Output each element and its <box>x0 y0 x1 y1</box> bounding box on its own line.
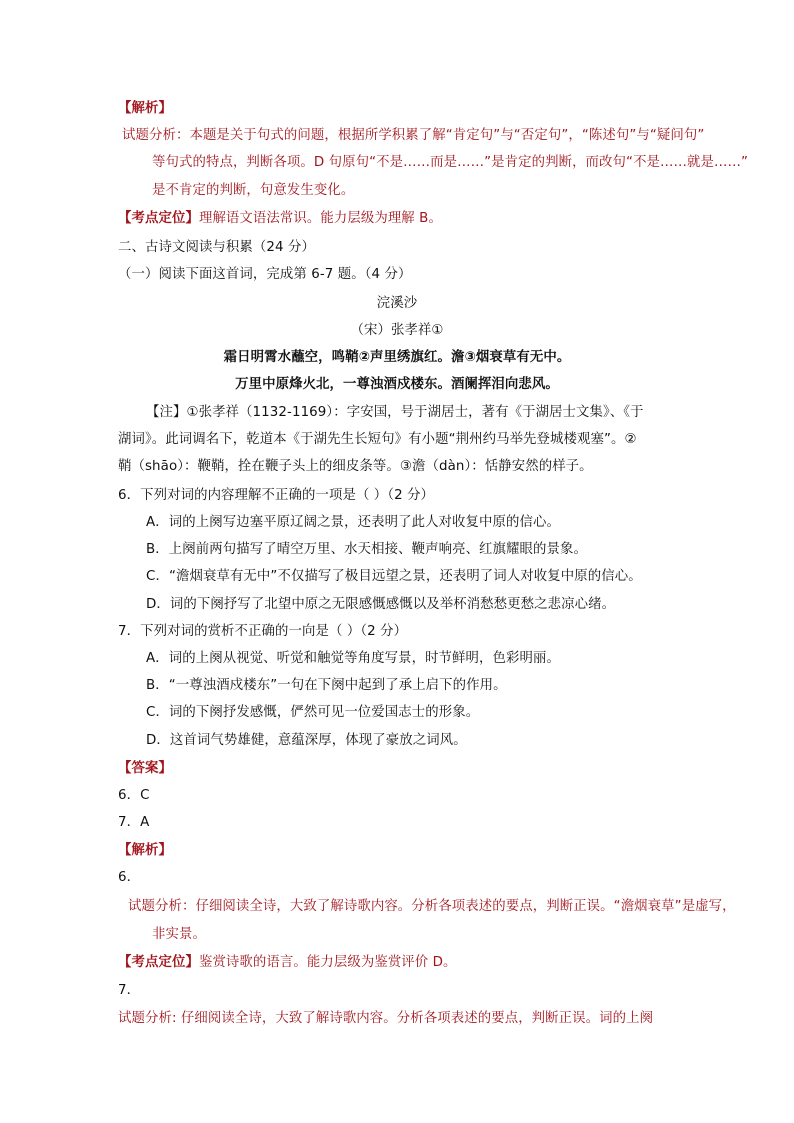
analysis-label: 【解析】 <box>118 101 172 116</box>
question-6-option-c: C．“澹烟衰草有无中”不仅描写了极目远望之景，还表明了词人对收复中原的信心。 <box>146 569 642 584</box>
poem-title: 浣溪沙 <box>376 296 418 311</box>
analysis-number: 6． <box>118 870 141 885</box>
analysis-label: 【解析】 <box>118 843 172 858</box>
answer-6: 6．C <box>118 788 150 803</box>
analysis-q6-line: 非实景。 <box>152 927 206 942</box>
analysis-q6-line: 试题分析：仔细阅读全诗，大致了解诗歌内容。分析各项表述的要点，判断正误。“澹烟衰草”是虚写， <box>128 899 736 914</box>
question-6-option-b: B．上阕前两句描写了晴空万里、水天相接、鞭声响亮、红旗耀眼的景象。 <box>146 542 587 557</box>
kaodian-q5 <box>118 210 442 228</box>
question-6-stem: 6．下列对词的内容理解不正确的一项是（ ）（2 分） <box>118 488 435 503</box>
answer-label: 【答案】 <box>118 761 172 776</box>
kaodian-text: 鉴赏诗歌的语言。能力层级为鉴赏评价 D。 <box>198 955 457 970</box>
question-7-option-a: A．词的上阕从视觉、听觉和触觉等角度写景，时节鲜明，色彩明丽。 <box>146 651 560 666</box>
question-7-stem: 7．下列对词的赏析不正确的一向是（ ）（2 分） <box>118 624 408 639</box>
analysis-q7-line: 试题分析: 仔细阅读全诗，大致了解诗歌内容。分析各项表述的要点，判断正误。词的上阕 <box>118 1011 654 1026</box>
analysis-q5-line: 等句式的特点，判断各项。D 句原句“不是……而是……”是肯定的判断，而改句“不是……就是……” <box>152 155 749 170</box>
answer-7: 7．A <box>118 815 150 830</box>
kaodian-label: 【考点定位】 <box>118 955 199 970</box>
question-7-option-d: D．这首词气势雄健，意蕴深厚，体现了豪放之词风。 <box>146 733 467 748</box>
section-heading: 二、古诗文阅读与积累（24 分） <box>118 240 315 255</box>
question-6-option-d: D．词的下阕抒写了北望中原之无限感慨感慨以及举杯消愁愁更愁之悲凉心绪。 <box>146 597 616 612</box>
question-7-option-b: B．“一尊浊酒戍楼东”一句在下阕中起到了承上启下的作用。 <box>146 678 507 693</box>
question-7-option-c: C．词的下阕抒发感慨，俨然可见一位爱国志士的形象。 <box>146 705 480 720</box>
analysis-q5-line: 试题分析：本题是关于句式的问题，根据所学积累了解“肯定句”与“否定句”，“陈述句”与“疑问句” <box>122 128 705 143</box>
kaodian-text: 理解语文语法常识。能力层级为理解 B。 <box>198 211 442 226</box>
question-6-option-a: A．词的上阕写边塞平原辽阔之景，还表明了此人对收复中原的信心。 <box>146 515 560 530</box>
kaodian-label: 【考点定位】 <box>118 211 199 226</box>
poem-author: （宋）张孝祥① <box>350 323 444 338</box>
part-heading: （一）阅读下面这首词，完成第 6-7 题。（4 分） <box>118 267 412 282</box>
note-line: 鞘（shāo）：鞭鞘，拴在鞭子头上的细皮条等。③澹（dàn）：恬静安然的样子。 <box>118 459 593 474</box>
kaodian-q6 <box>118 954 457 972</box>
analysis-number: 7． <box>118 983 141 998</box>
note-line: 【注】①张孝祥（1132-1169）：字安国，号于湖居士，著有《于湖居士文集》、《于 <box>146 405 644 420</box>
analysis-q5-line: 是不肯定的判断，句意发生变化。 <box>152 183 355 198</box>
note-line: 湖词》。此词调名下，乾道本《于湖先生长短句》有小题“荆州约马举先登城楼观塞”。② <box>118 432 637 447</box>
poem-line: 万里中原烽火北，一尊浊酒戍楼东。酒阑挥泪向悲风。 <box>235 377 559 392</box>
poem-line: 霜日明霄水蘸空，鸣鞘②声里绣旗红。澹③烟衰草有无中。 <box>223 350 571 365</box>
